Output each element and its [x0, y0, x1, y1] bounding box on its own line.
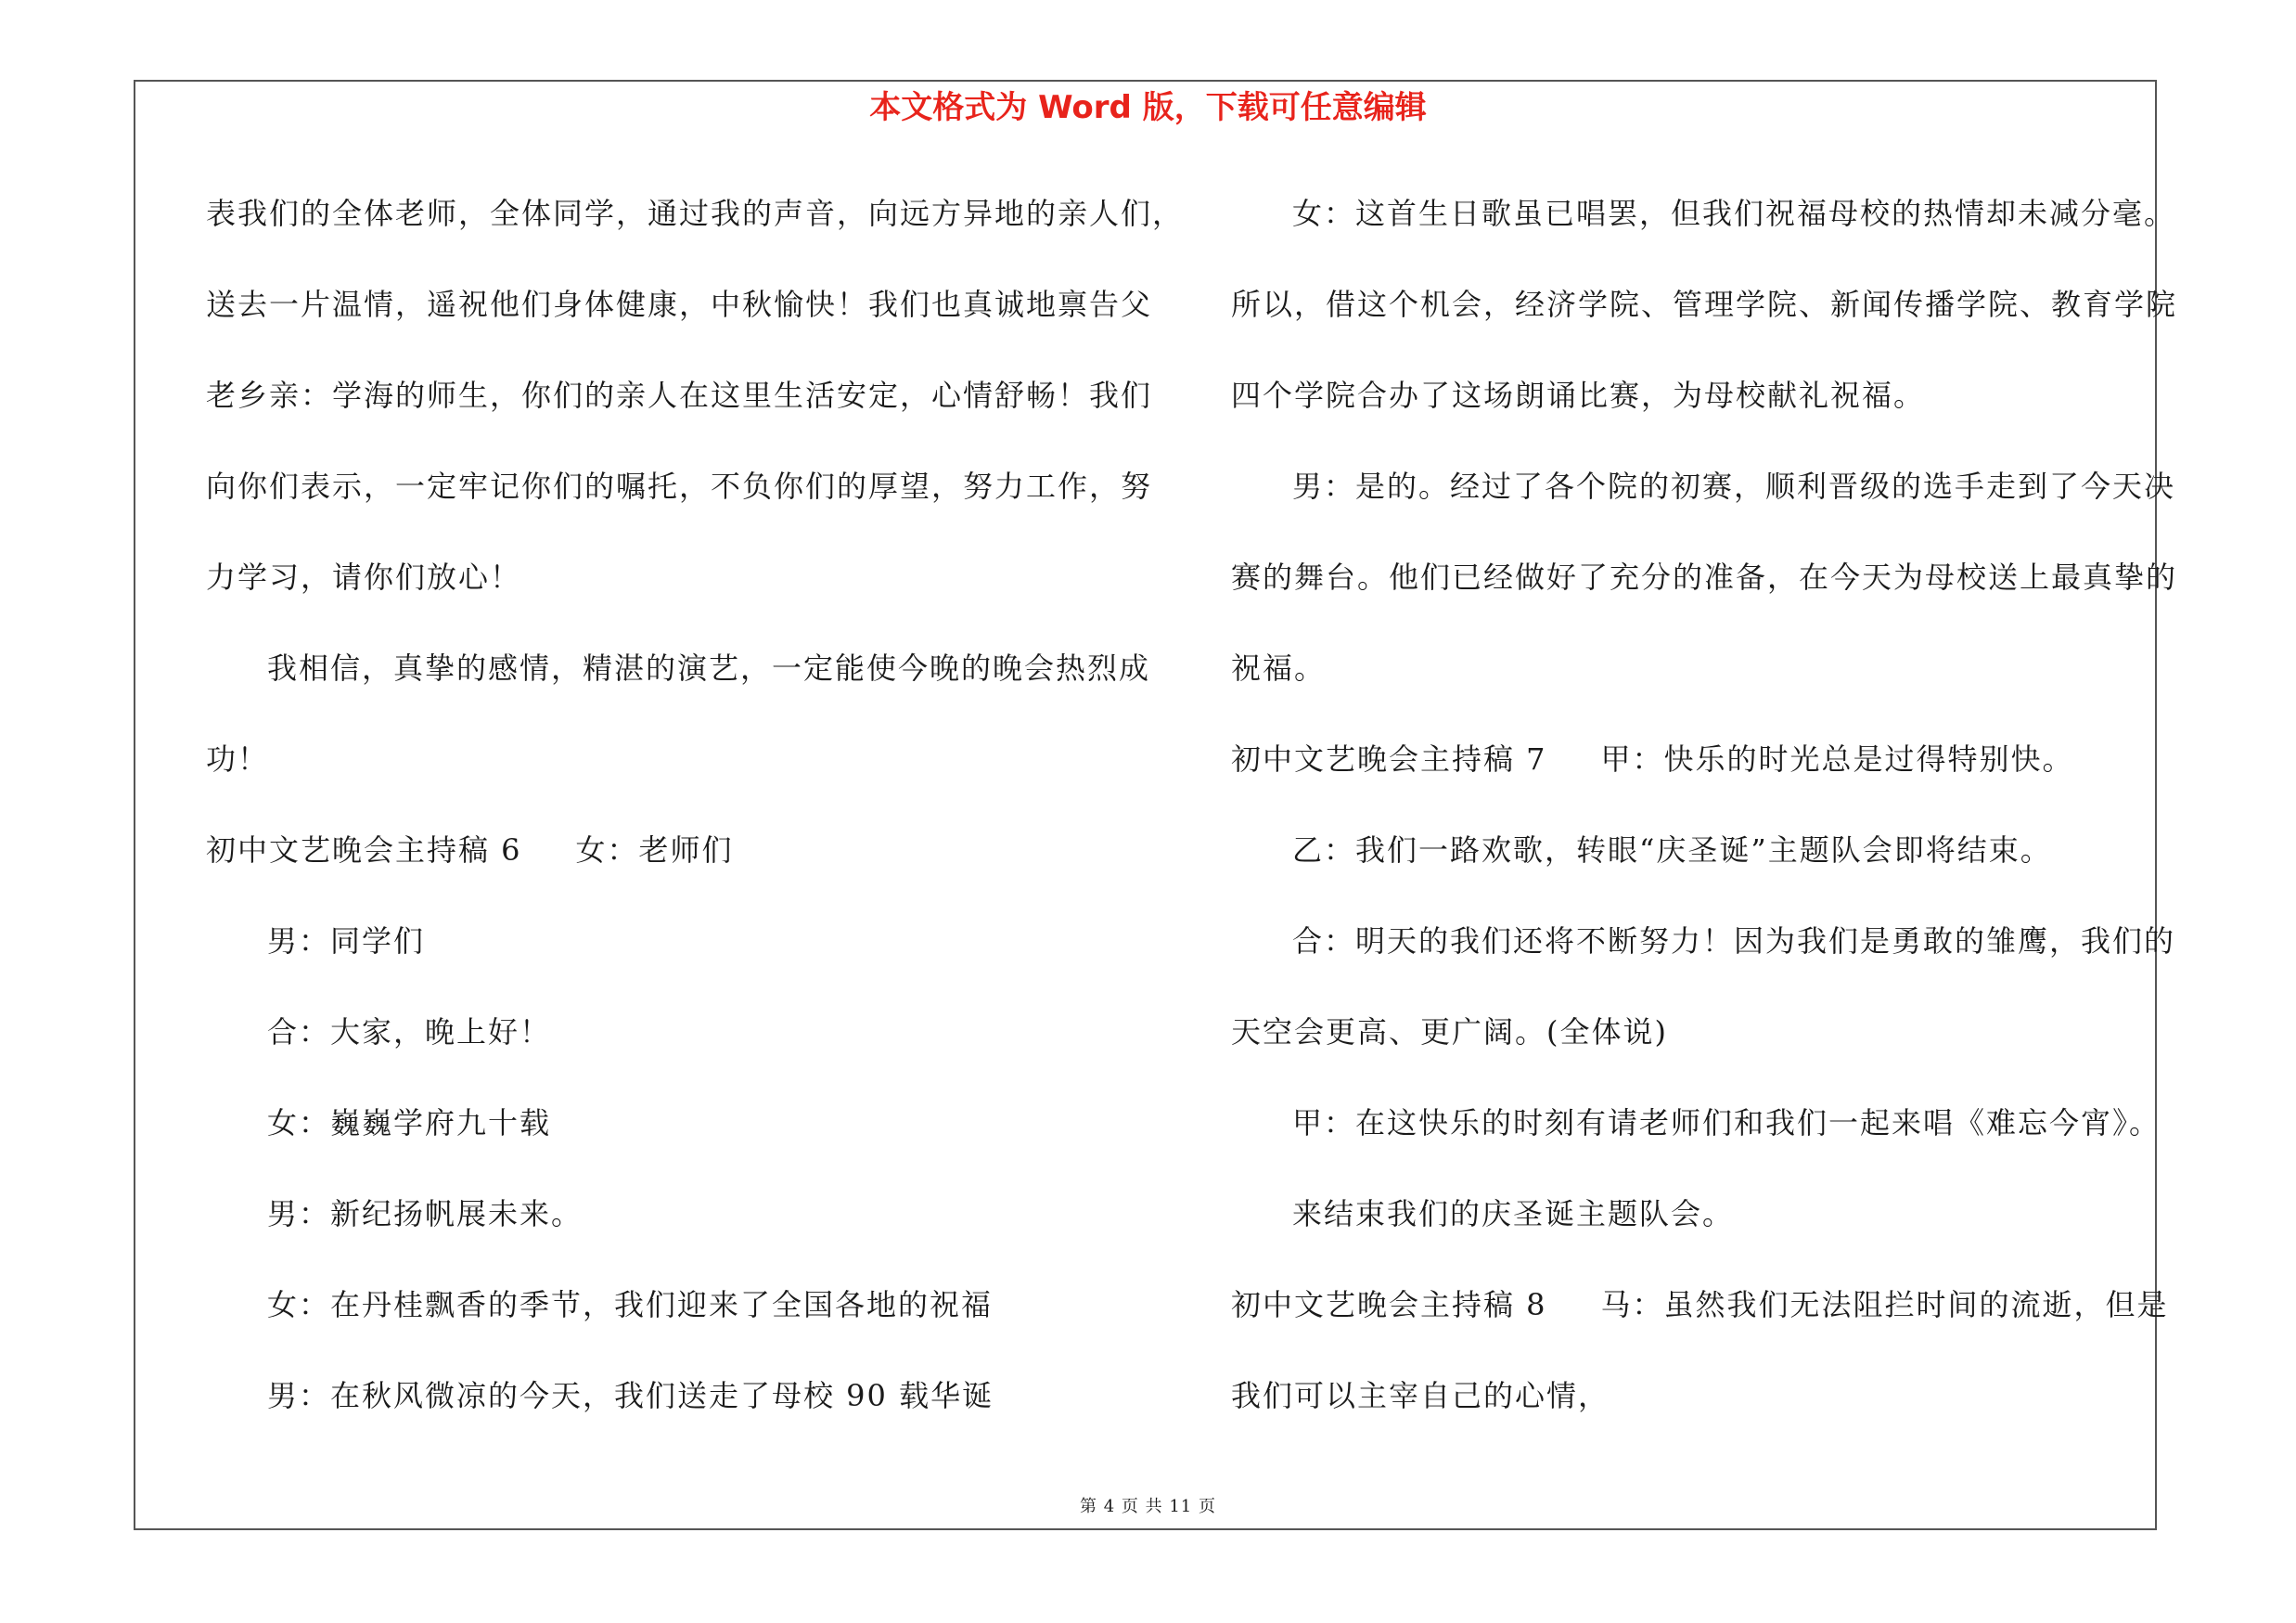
paragraph-line — [1231, 548, 2178, 639]
line-text: 向你们表示，一定牢记你们的嘱托，不负你们的厚望，努力工作，努 — [206, 469, 1153, 504]
section-heading-line — [1231, 730, 2168, 821]
line-text: 合：大家，晚上好！ — [267, 1014, 552, 1050]
line-text: 甲：快乐的时光总是过得特别快。 — [1600, 741, 2074, 777]
line-text: 四个学院合办了这场朗诵比赛，为母校献礼祝福。 — [1231, 378, 1926, 413]
paragraph-line — [206, 730, 1134, 821]
line-text: 女：这首生日歌虽已唱罢，但我们祝福母校的热情却未减分毫。 — [1292, 196, 2176, 231]
line-text: 祝福。 — [1231, 650, 1327, 686]
paragraph-line — [206, 639, 1151, 730]
line-text: 力学习，请你们放心！ — [206, 560, 522, 595]
paragraph-line — [206, 276, 1153, 367]
paragraph-line — [1231, 1094, 2168, 1185]
line-text: 女：老师们 — [575, 832, 734, 868]
paragraph-line — [206, 1185, 1134, 1276]
paragraph-line — [206, 548, 1134, 639]
line-text: 天空会更高、更广阔。(全体说) — [1231, 1014, 1668, 1050]
paragraph-line — [206, 1367, 1134, 1458]
line-text: 我相信，真挚的感情，精湛的演艺，一定能使今晚的晚会热烈成 — [267, 650, 1151, 686]
line-text: 所以，借这个机会，经济学院、管理学院、新闻传播学院、教育学院 — [1231, 287, 2178, 322]
line-text: 赛的舞台。他们已经做好了充分的准备，在今天为母校送上最真挚的 — [1231, 560, 2178, 595]
paragraph-line — [206, 367, 1153, 457]
paragraph-line — [1231, 276, 2178, 367]
section-title: 初中文艺晚会主持稿 8 — [1231, 1287, 1547, 1322]
section-title: 初中文艺晚会主持稿 7 — [1231, 741, 1547, 777]
section-title: 初中文艺晚会主持稿 6 — [206, 832, 522, 868]
line-text: 送去一片温情，遥祝他们身体健康，中秋愉快！我们也真诚地禀告父 — [206, 287, 1153, 322]
paragraph-line — [1231, 185, 2176, 276]
paragraph-line — [1231, 1185, 2168, 1276]
right-column — [1231, 185, 2178, 1458]
line-text: 男：同学们 — [267, 923, 426, 959]
paragraph-line — [1231, 457, 2176, 548]
line-text: 来结束我们的庆圣诞主题队会。 — [1292, 1196, 1735, 1231]
line-text: 男：新纪扬帆展未来。 — [267, 1196, 584, 1231]
paragraph-line — [1231, 821, 2168, 912]
line-text: 男：在秋风微凉的今天，我们送走了母校 90 载华诞 — [267, 1378, 994, 1413]
line-text: 我们可以主宰自己的心情， — [1231, 1378, 1610, 1413]
line-text: 乙：我们一路欢歌，转眼“庆圣诞”主题队会即将结束。 — [1292, 832, 2052, 868]
line-text: 女：在丹桂飘香的季节，我们迎来了全国各地的祝福 — [267, 1287, 994, 1322]
page-number: 第 4 页 共 11 页 — [1080, 1497, 1216, 1516]
section-heading-line — [206, 821, 1134, 912]
line-text: 男：是的。经过了各个院的初赛，顺利晋级的选手走到了今天决 — [1292, 469, 2176, 504]
line-text: 合：明天的我们还将不断努力！因为我们是勇敢的雏鹰，我们的 — [1292, 923, 2176, 959]
line-text: 表我们的全体老师，全体同学，通过我的声音，向远方异地的亲人们， — [206, 196, 1185, 231]
line-text: 老乡亲：学海的师生，你们的亲人在这里生活安定，心情舒畅！我们 — [206, 378, 1153, 413]
paragraph-line — [206, 1094, 1134, 1185]
section-heading-line — [1231, 1276, 2168, 1367]
line-text: 马：虽然我们无法阻拦时间的流逝，但是 — [1600, 1287, 2169, 1322]
paragraph-line — [206, 912, 1134, 1003]
paragraph-line — [1231, 1367, 2168, 1458]
paragraph-line — [206, 185, 1185, 276]
paragraph-line — [1231, 1003, 2168, 1094]
paragraph-line — [1231, 367, 2168, 457]
paragraph-line — [206, 1276, 1134, 1367]
line-text: 甲：在这快乐的时刻有请老师们和我们一起来唱《难忘今宵》。 — [1292, 1105, 2161, 1140]
paragraph-line — [206, 1003, 1134, 1094]
left-column — [206, 185, 1185, 1458]
paragraph-line — [206, 457, 1153, 548]
line-text: 功！ — [206, 741, 270, 777]
paragraph-line — [1231, 639, 2168, 730]
line-text: 女：巍巍学府九十载 — [267, 1105, 552, 1140]
paragraph-line — [1231, 912, 2176, 1003]
format-banner: 本文格式为 Word 版，下载可任意编辑 — [869, 89, 1427, 126]
